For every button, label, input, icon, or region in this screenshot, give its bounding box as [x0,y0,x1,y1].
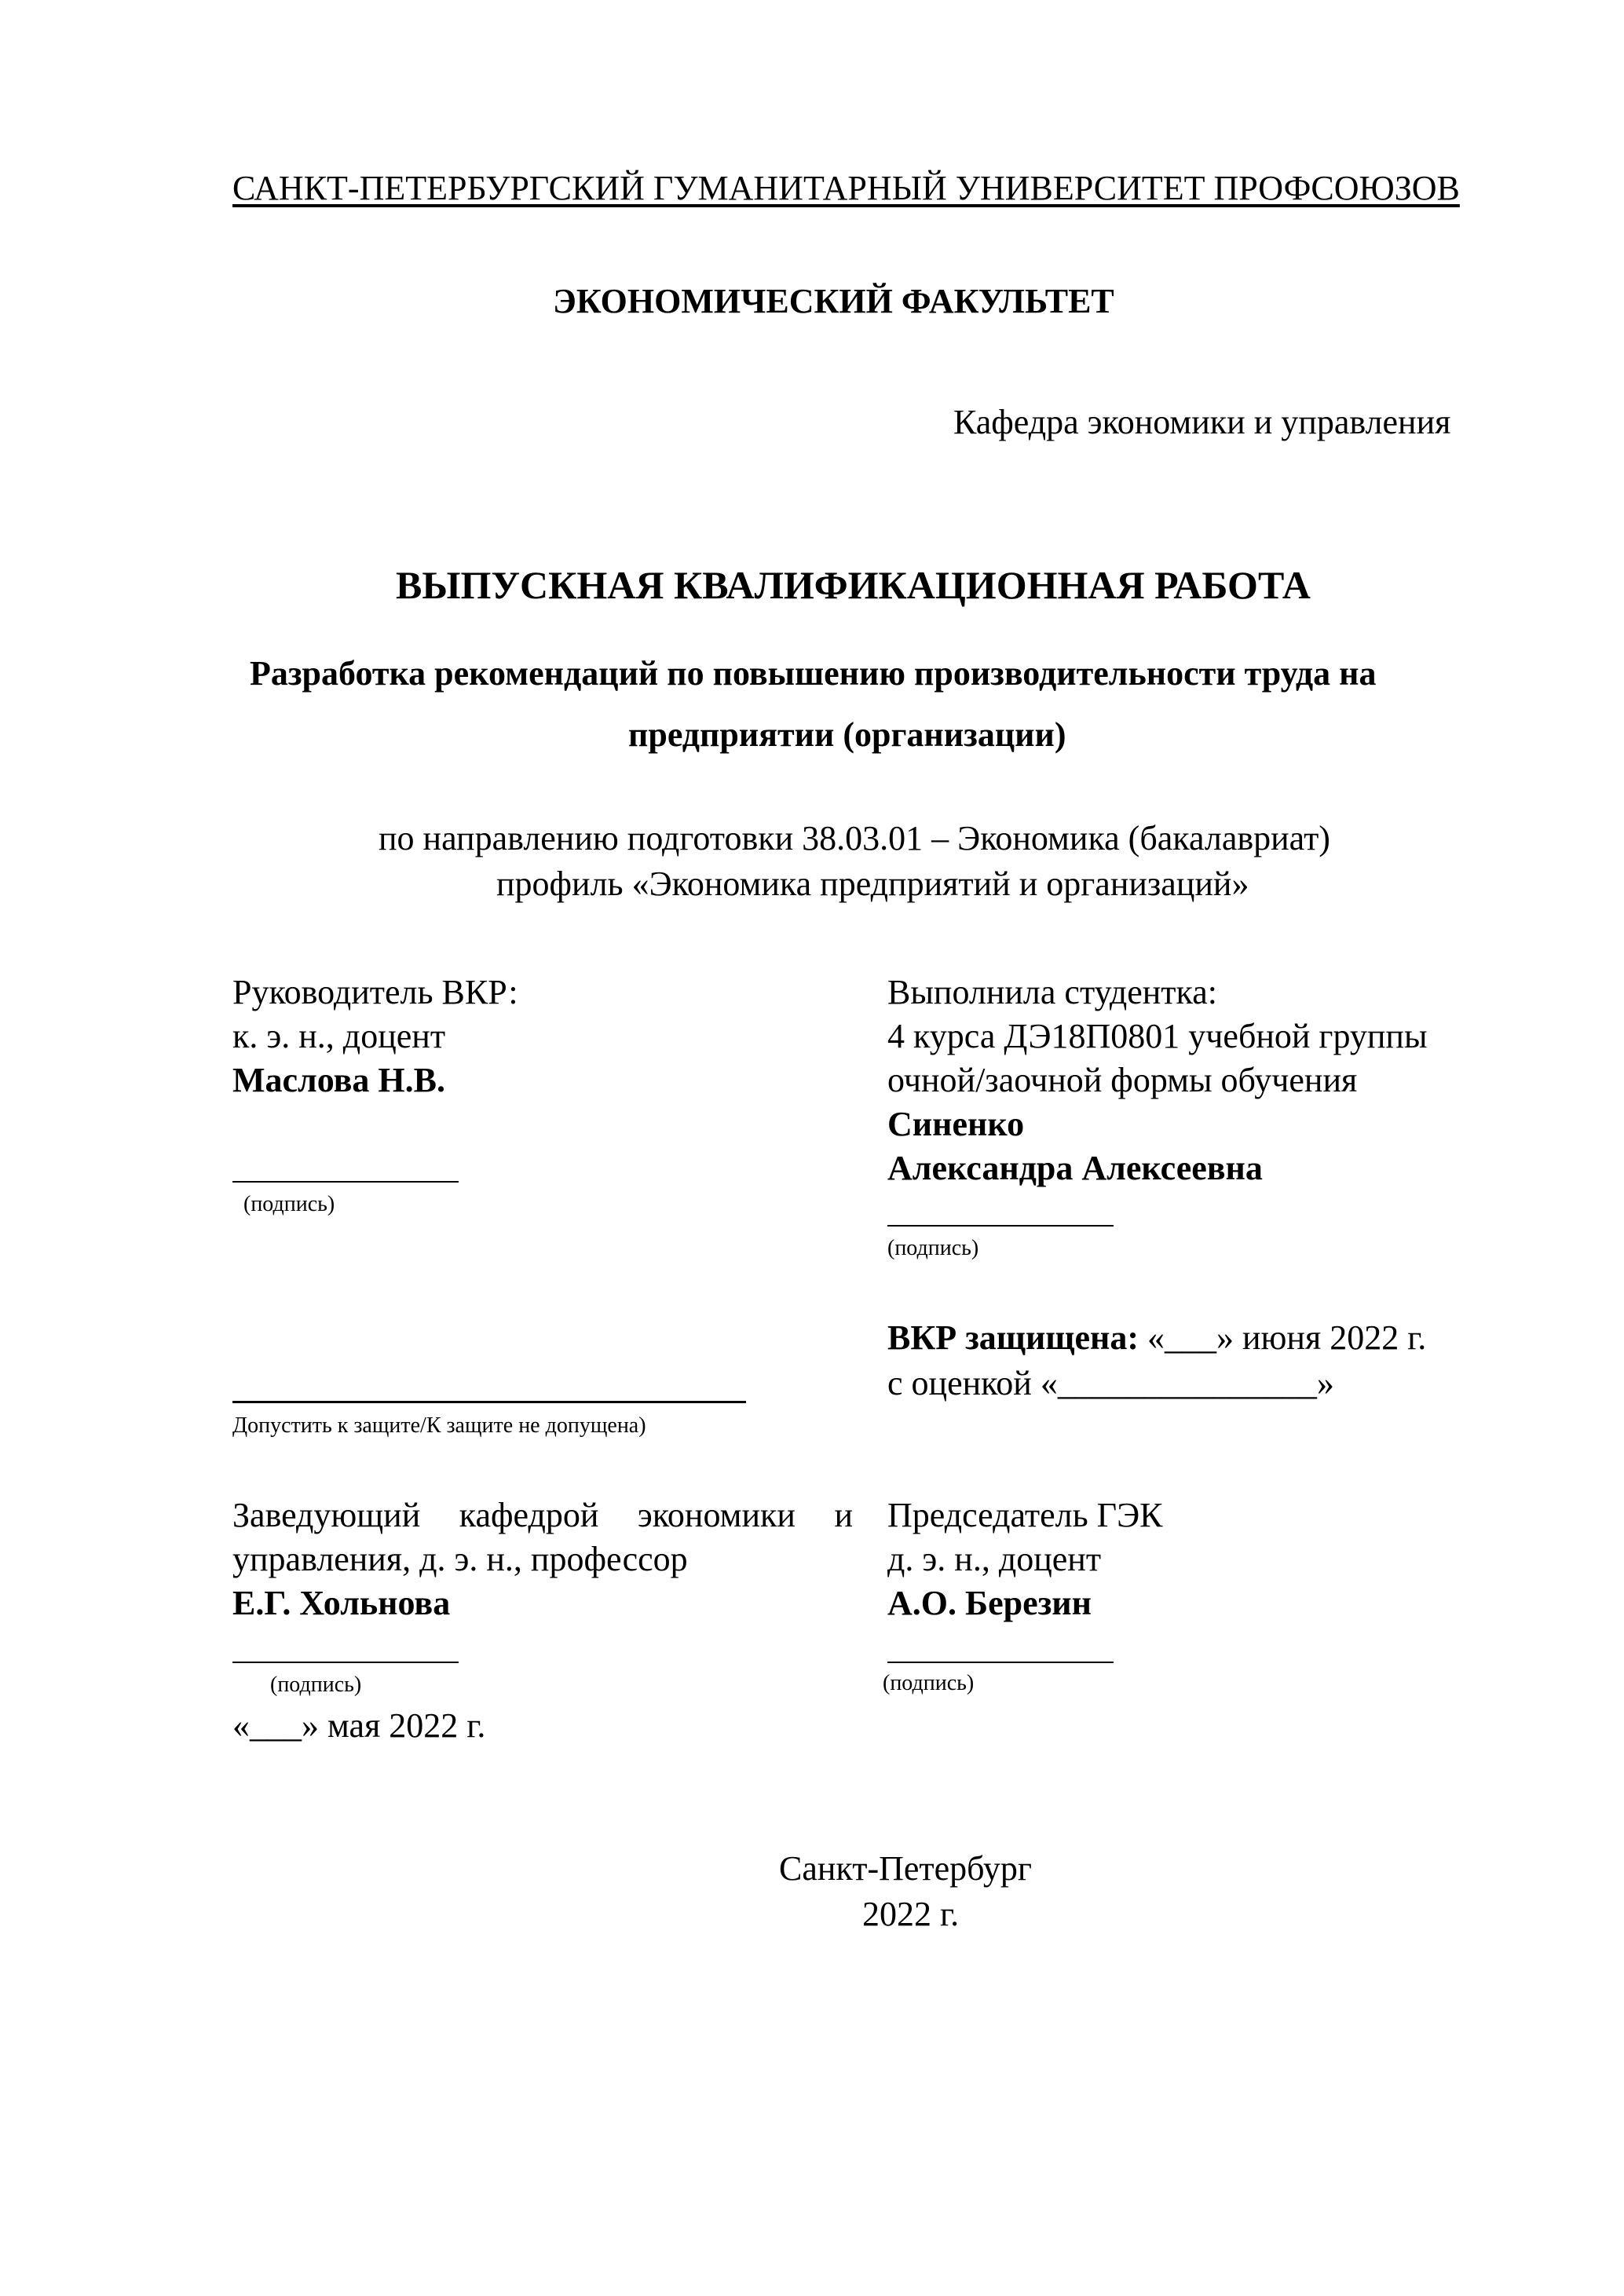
defense-line [887,1316,1426,1360]
defense-date: «___» июня 2022 г. [1139,1318,1427,1357]
footer-year: 2022 г. [862,1895,960,1933]
head-line-2: управления, д. э. н., профессор [232,1540,688,1578]
chairman-degree: д. э. н., доцент [887,1540,1102,1578]
supervisor-signature-caption: (подпись) [243,1192,335,1216]
supervisor-label: Руководитель ВКР: [232,973,518,1011]
university-name: САНКТ-ПЕТЕРБУРГСКИЙ ГУМАНИТАРНЫЙ УНИВЕРСИТЕТ ПРОФСОЮЗОВ [232,169,1460,207]
head-name: Е.Г. Хольнова [232,1584,451,1622]
student-surname: Синенко [887,1105,1025,1143]
chairman-name: А.О. Березин [887,1584,1092,1622]
department-name: Кафедра экономики и управления [953,403,1451,441]
head-date: «___» мая 2022 г. [232,1706,486,1745]
chairman-signature-line [887,1662,1114,1663]
work-type-title: ВЫПУСКНАЯ КВАЛИФИКАЦИОННАЯ РАБОТА [396,563,1311,607]
admission-caption: Допустить к защите/К защите не допущена) [232,1413,646,1438]
study-direction: по направлению подготовки 38.03.01 – Экономика (бакалавриат) [379,819,1330,857]
admission-line [232,1401,746,1403]
supervisor-signature-line [232,1181,459,1183]
student-course: 4 курса ДЭ18П0801 учебной группы [887,1017,1428,1055]
defense-grade: с оценкой «_______________» [887,1364,1334,1402]
footer-city: Санкт-Петербург [779,1849,1032,1888]
head-signature-caption: (подпись) [270,1673,362,1697]
supervisor-degree: к. э. н., доцент [232,1017,446,1055]
head-line-1: Заведующий кафедрой экономики и [232,1496,853,1534]
student-study-form: очной/заочной формы обучения [887,1061,1358,1099]
chairman-signature-caption: (подпись) [883,1671,975,1695]
study-profile: профиль «Экономика предприятий и организаций» [496,865,1249,903]
student-signature-line [887,1225,1114,1227]
supervisor-name: Маслова Н.В. [232,1061,445,1099]
student-signature-caption: (подпись) [887,1236,979,1260]
defense-label: ВКР защищена: [887,1318,1139,1357]
chairman-label: Председатель ГЭК [887,1496,1163,1534]
student-label: Выполнила студентка: [887,973,1217,1011]
topic-line-2: предприятии (организации) [628,715,1066,754]
topic-line-1: Разработка рекомендаций по повышению производительности труда на [250,654,1377,693]
faculty-name: ЭКОНОМИЧЕСКИЙ ФАКУЛЬТЕТ [553,282,1114,320]
head-signature-line [232,1662,459,1663]
student-name: Александра Алексеевна [887,1149,1263,1187]
